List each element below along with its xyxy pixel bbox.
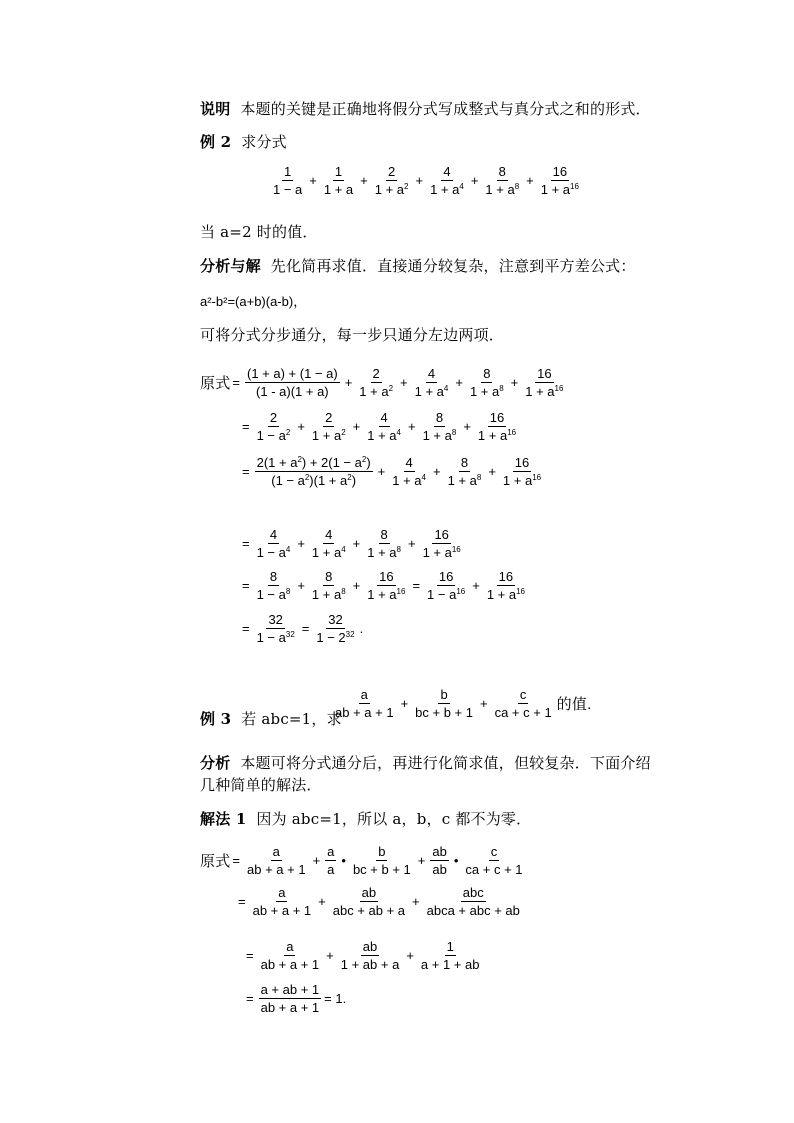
- example2-heading: [200, 131, 287, 152]
- fraction: $\frac{1}{a + 1 + ab}$: [420, 939, 480, 972]
- solution-line-1: 原式 = $\frac{a}{ab + a + 1}$ + $\frac{a}{a}$ • b bc + b + 1 + $\frac{ab}{ab}$ • c ca + c + 1: [200, 844, 523, 877]
- fraction: $\frac{a + ab + 1}{ab + a + 1}$: [260, 982, 320, 1015]
- derivation-line-3: = $\frac{2(1 + a^2) + 2(1 - a^2)}{(1 - a^2)(1 + a^2)}$ + $\frac{4}{1 + a^4}$ + $\frac{8}{1 + a^8}$ + $\frac{16}{1 + a^{16}}$: [242, 455, 542, 488]
- analysis2-line-1: 分析 本题可将分式通分后，再进行化简求值，但较复杂．下面介绍: [200, 754, 651, 772]
- fraction: 1 1 − a: [273, 164, 303, 197]
- fraction: $\frac{8}{1 - a^8}$: [256, 569, 291, 602]
- fraction: $\frac{4}{1 + a^4}$: [392, 455, 426, 488]
- fraction: $\frac{2}{1 + a^2}$: [311, 410, 346, 443]
- fraction: $\frac{8}{1 + a^8}$: [447, 455, 482, 488]
- fraction: $\frac{4}{1 + a^4}$: [430, 164, 464, 197]
- analysis2-label: 分析: [200, 754, 231, 772]
- fraction: $\frac{16}{1 + a^{16}}$: [502, 455, 542, 488]
- fraction: $\frac{16}{1 - a^{16}}$: [427, 569, 466, 602]
- fraction: $\frac{32}{1 - a^{32}}$: [256, 612, 295, 645]
- fraction: $\frac{8}{1 + a^8}$: [469, 366, 504, 399]
- solution-line-4: = $\frac{a + ab + 1}{ab + a + 1}$ = 1.: [246, 982, 347, 1015]
- fraction: $\frac{4}{1 + a^4}$: [311, 527, 346, 560]
- fraction: $\frac{16}{1 + a^{16}}$: [367, 569, 406, 602]
- example2-label: 例 2: [200, 133, 232, 151]
- fraction: $\frac{a}{a}$: [327, 844, 335, 877]
- solution1-text: 因为 abc=1，所以 a，b，c 都不为零．: [256, 810, 532, 828]
- condition-text: 当 a=2 时的值．: [200, 223, 318, 241]
- example3-heading: [200, 708, 342, 729]
- original-expression-label: 原式: [200, 375, 231, 392]
- note-paragraph: [200, 98, 651, 119]
- fraction: $\frac{2}{1 - a^2}$: [256, 410, 291, 443]
- example2-text: 求分式: [241, 133, 287, 151]
- difference-of-squares: a²-b²=(a+b)(a-b)，: [200, 294, 307, 309]
- fraction: $\frac{8}{1 + a^8}$: [367, 527, 401, 560]
- example2-expression: 1 1 − a + $\frac{1}{1 + a}$ + $\frac{2}{1 + a^2}$ + $\frac{4}{1 + a^4}$ + $\frac{8}{1 + a^8}$ + $\frac{16}{1 + a^{16}}$: [273, 164, 579, 197]
- method-text: 可将分式分步通分，每一步只通分左边两项．: [200, 326, 505, 344]
- derivation-line-6: = $\frac{32}{1 - a^{32}}$ = $\frac{32}{1 - 2^{32}}$ .: [242, 612, 364, 645]
- fraction: $\frac{16}{1 + a^{16}}$: [525, 366, 564, 399]
- solution-line-2: = $\frac{a}{ab + a + 1}$ + ab abc + ab + a + abc abca + abc + ab: [238, 885, 520, 918]
- fraction: $\frac{16}{1 + a^{16}}$: [540, 164, 579, 197]
- fraction: $\frac{8}{1 + a^8}$: [485, 164, 520, 197]
- fraction: $\frac{a}{ab + a + 1}$: [252, 885, 312, 918]
- fraction: $\frac{4}{1 + a^4}$: [367, 410, 401, 443]
- fraction: ab abc + ab + a: [332, 885, 406, 918]
- note-text: 本题的关键是正确地将假分式写成整式与真分式之和的形式．: [240, 100, 651, 118]
- fraction: $\frac{a}{ab + a + 1}$: [247, 844, 306, 877]
- fraction: $\frac{8}{1 + a^8}$: [311, 569, 346, 602]
- fraction: a ab + a + 1: [335, 687, 394, 720]
- fraction: $\frac{ab}{ab}$: [432, 844, 447, 877]
- fraction: $\frac{2}{1 + a^2}$: [359, 366, 394, 399]
- analysis2-line-2: 几种简单的解法．: [200, 776, 322, 794]
- solution-line-3: = $\frac{a}{ab + a + 1}$ + $\frac{ab}{1 + ab + a}$ + $\frac{1}{a + 1 + ab}$: [246, 939, 480, 972]
- fraction: $\frac{2}{1 + a^2}$: [374, 164, 409, 197]
- derivation-line-4: = $\frac{4}{1 - a^4}$ + $\frac{4}{1 + a^4}$ + $\frac{8}{1 + a^8}$ + $\frac{16}{1 + a^{16}}$: [242, 527, 461, 560]
- note-label: 说明: [200, 100, 231, 118]
- final-result: = 1.: [324, 991, 347, 1006]
- analysis-paragraph: [200, 255, 636, 276]
- derivation-line-5: = $\frac{8}{1 - a^8}$ + $\frac{8}{1 + a^8}$ + $\frac{16}{1 + a^{16}}$ = $\frac{16}{1 - a^{16}}$ + $\frac{16}{1 + a^{16}}$: [242, 569, 525, 602]
- fraction: $\frac{32}{1 - 2^{32}}$: [316, 612, 355, 645]
- fraction: $\frac{4}{1 + a^4}$: [414, 366, 449, 399]
- derivation-line-1: 原式 = $\frac{(1 + a) + (1 - a)}{(1 - a)(1 + a)}$ + $\frac{2}{1 + a^2}$ + $\frac{4}{1 + a^4}$ + $\frac{8}{1 + a^8}$ + $\frac{16}{1 + a^{16}}$: [200, 366, 564, 399]
- fraction: $\frac{b}{bc + b + 1}$: [415, 687, 473, 720]
- fraction: $\frac{(1 + a) + (1 - a)}{(1 - a)(1 + a)}$: [247, 366, 338, 399]
- analysis-text: 先化简再求值．直接通分较复杂，注意到平方差公式：: [270, 257, 636, 275]
- fraction: $\frac{8}{1 + a^8}$: [422, 410, 457, 443]
- derivation-line-2: = $\frac{2}{1 - a^2}$ + $\frac{2}{1 + a^2}$ + $\frac{4}{1 + a^4}$ + $\frac{8}{1 + a^8}$ + $\frac{16}{1 + a^{16}}$: [242, 410, 517, 443]
- example3-text: 若 abc=1，求: [241, 710, 342, 728]
- example3-label: 例 3: [200, 710, 232, 728]
- fraction: $\frac{4}{1 - a^4}$: [256, 527, 291, 560]
- fraction: $\frac{2(1 + a^2) + 2(1 - a^2)}{(1 - a^2)(1 + a^2)}$: [256, 455, 371, 488]
- solution1-label: 解法 1: [200, 810, 247, 828]
- fraction: $\frac{a}{ab + a + 1}$: [260, 939, 320, 972]
- fraction: $\frac{1}{1 + a}$: [323, 164, 354, 197]
- analysis-label: 分析与解: [200, 257, 261, 275]
- fraction: $\frac{16}{1 + a^{16}}$: [422, 527, 461, 560]
- fraction: $\frac{16}{1 + a^{16}}$: [477, 410, 517, 443]
- fraction: $\frac{c}{ca + c + 1}$: [494, 687, 552, 720]
- fraction: c ca + c + 1: [465, 844, 523, 877]
- original-expression-label: 原式: [200, 853, 231, 870]
- fraction: $\frac{16}{1 + a^{16}}$: [486, 569, 525, 602]
- fraction: b bc + b + 1: [352, 844, 411, 877]
- solution1-paragraph: [200, 808, 531, 829]
- fraction: abc abca + abc + ab: [426, 885, 520, 918]
- fraction: $\frac{ab}{1 + ab + a}$: [340, 939, 400, 972]
- example3-expression: a ab + a + 1 + $\frac{b}{bc + b + 1}$ + $\frac{c}{ca + c + 1}$ 的值.: [335, 687, 592, 720]
- example3-suffix: 的值.: [556, 696, 592, 713]
